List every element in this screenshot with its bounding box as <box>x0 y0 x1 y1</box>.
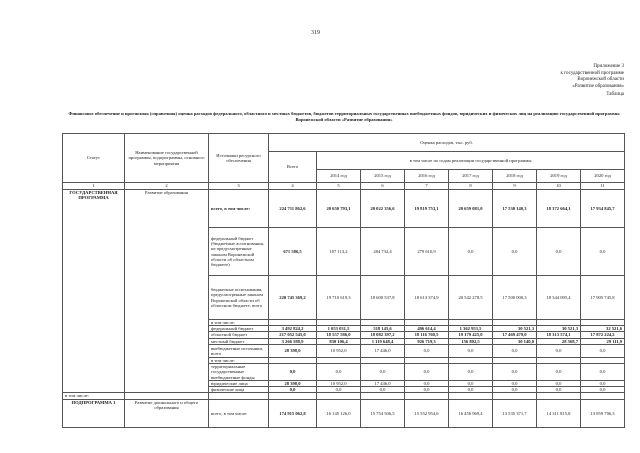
value-cell: 220 745 369,2 <box>269 276 317 320</box>
value-cell: 16 145 126,0 <box>317 399 361 427</box>
column-number: 1 <box>63 183 125 190</box>
value-cell: 13 859 706,3 <box>581 399 625 427</box>
value-cell: 1 119 648,4 <box>361 338 405 344</box>
column-number-row <box>63 183 625 190</box>
value-cell: 15 754 506,5 <box>361 399 405 427</box>
source-cell: бюджетные ассигнования, предусмотренные законом Воронежской области об областном бюджете, всего <box>209 276 269 320</box>
value-cell: 20 542 278,5 <box>449 276 493 320</box>
value-cell: 0,0 <box>449 387 493 393</box>
source-cell: местный бюджет <box>209 338 269 344</box>
header-program-name: Наименование государственной программы, подпрограммы, основного мероприятия <box>125 134 209 183</box>
value-cell: 156 802,5 <box>449 338 493 344</box>
value-cell: 0,0 <box>537 344 581 357</box>
value-cell: 19 179 425,0 <box>449 332 493 338</box>
source-cell: в том числе: <box>209 320 269 326</box>
value-cell: 0,0 <box>317 387 361 393</box>
value-cell: 18 613 374,9 <box>405 276 449 320</box>
value-cell: 18 600 537,8 <box>361 276 405 320</box>
value-cell: 1 362 953,5 <box>449 326 493 332</box>
column-number: 11 <box>581 183 625 190</box>
header-year: 2015 год <box>361 170 405 183</box>
header-year: 2014 год <box>317 170 361 183</box>
value-cell: 28 398,0 <box>269 381 317 387</box>
document-title: Финансовое обеспечение и прогнозная (справочная) оценка расходов федерального, областного и местных бюджетов, бюджетов территориальных государственных внебюджетных фондов, юридических и физических лиц на реализацию государственной программы Воронежской области «Развитие образования» <box>68 111 620 122</box>
value-cell: 18 344 095,4 <box>537 276 581 320</box>
header-year: 2016 год <box>405 170 449 183</box>
value-cell: 0,0 <box>581 344 625 357</box>
value-cell: 32 521,6 <box>581 326 625 332</box>
column-number: 4 <box>269 183 317 190</box>
value-cell: 284 732,4 <box>361 228 405 276</box>
value-cell: 28 398,0 <box>269 344 317 357</box>
value-cell: 17 500 000,3 <box>493 276 537 320</box>
appendix-line: Приложение 3 <box>593 64 624 69</box>
value-cell: 16 456 969,4 <box>449 399 493 427</box>
header-year: 2018 год <box>493 170 537 183</box>
source-cell: всего, в том числе: <box>209 399 269 427</box>
value-cell: 18 082 397,2 <box>361 332 405 338</box>
value-cell: 0,0 <box>537 381 581 387</box>
value-cell: 0,0 <box>269 387 317 393</box>
source-cell: всего, в том числе: <box>209 190 269 228</box>
header-estimate: Оценка расходов, тыс. руб. <box>269 134 625 152</box>
value-cell: 107 113,2 <box>317 228 361 276</box>
header-year: 2020 год <box>581 170 625 183</box>
value-cell: 0,0 <box>581 387 625 393</box>
value-cell: 496 614,4 <box>405 326 449 332</box>
value-cell: 28 568,7 <box>537 338 581 344</box>
value-cell: 0,0 <box>537 364 581 381</box>
value-cell: 0,0 <box>493 228 537 276</box>
value-cell: 17 469 479,0 <box>493 332 537 338</box>
table-row <box>63 399 625 427</box>
header-total: Всего <box>269 152 317 183</box>
header-year: 2019 год <box>537 170 581 183</box>
value-cell: 20 659 081,0 <box>449 190 493 228</box>
value-cell: 0,0 <box>537 387 581 393</box>
program-name: Развитие образования <box>125 190 209 393</box>
value-cell: 19 819 753,1 <box>405 190 449 228</box>
source-cell: территориальные государственные внебюджетные фонды <box>209 364 269 381</box>
value-cell: 0,0 <box>361 364 405 381</box>
table-row <box>63 190 625 228</box>
value-cell: 17 905 745,8 <box>581 276 625 320</box>
value-cell: 17 872 224,2 <box>581 332 625 338</box>
value-cell: 17 446,0 <box>361 381 405 387</box>
value-cell: 0,0 <box>493 387 537 393</box>
value-cell: 0,0 <box>493 344 537 357</box>
value-cell: 3 266 588,9 <box>269 338 317 344</box>
value-cell: 17 446,0 <box>361 344 405 357</box>
column-number: 10 <box>537 183 581 190</box>
value-cell: 3 492 824,2 <box>269 326 317 332</box>
value-cell: 0,0 <box>269 364 317 381</box>
value-cell: 0,0 <box>581 228 625 276</box>
value-cell: 18 116 760,5 <box>405 332 449 338</box>
column-number: 8 <box>449 183 493 190</box>
value-cell: 224 711 862,6 <box>269 190 317 228</box>
source-cell: областной бюджет <box>209 332 269 338</box>
source-cell: федеральный бюджет (бюджетные ассигнования, не предусмотренные законом Воронежской области об областном бюджете) <box>209 228 269 276</box>
value-cell: 1 053 031,5 <box>317 326 361 332</box>
value-cell: 0,0 <box>493 364 537 381</box>
subprogram-status: ПОДПРОГРАММА 1 <box>63 399 125 427</box>
value-cell: 0,0 <box>405 381 449 387</box>
value-cell: 18 313 574,1 <box>537 332 581 338</box>
appendix-line: «Развитие образования» <box>572 83 624 89</box>
value-cell: 0,0 <box>405 387 449 393</box>
value-cell: 0,0 <box>405 364 449 381</box>
value-cell: 0,0 <box>361 387 405 393</box>
header-status: Статус <box>63 134 125 183</box>
source-cell: внебюджетные источники, всего <box>209 344 269 357</box>
appendix-line: Воронежской области <box>577 77 624 83</box>
value-cell: 10 952,0 <box>317 344 361 357</box>
value-cell: 0,0 <box>449 344 493 357</box>
appendix-heading <box>474 64 624 90</box>
header-row <box>63 134 625 152</box>
value-cell: 30 521,3 <box>537 326 581 332</box>
column-number: 6 <box>361 183 405 190</box>
value-cell: 15 552 954,6 <box>405 399 449 427</box>
value-cell: 30 140,0 <box>493 338 537 344</box>
header-source: Источники ресурсного обеспечения <box>209 134 269 183</box>
value-cell: 0,0 <box>317 364 361 381</box>
funding-table <box>62 133 625 428</box>
program-status: ГОСУДАРСТВЕННАЯ ПРОГРАММА <box>63 190 125 393</box>
value-cell: 174 915 062,8 <box>269 399 317 427</box>
value-cell: 20 022 356,6 <box>361 190 405 228</box>
value-cell: 30 521,3 <box>493 326 537 332</box>
value-cell: 20 650 793,1 <box>317 190 361 228</box>
value-cell: 830 106,4 <box>317 338 361 344</box>
column-number: 5 <box>317 183 361 190</box>
value-cell: 0,0 <box>581 364 625 381</box>
source-cell: федеральный бюджет <box>209 326 269 332</box>
value-cell: 17 530 140,3 <box>493 190 537 228</box>
table-label: Таблица <box>606 92 624 97</box>
column-number: 2 <box>125 183 209 190</box>
source-cell: юридические лица <box>209 381 269 387</box>
value-cell: 217 052 545,0 <box>269 332 317 338</box>
value-cell: 279 610,9 <box>405 228 449 276</box>
value-cell: 0,0 <box>537 228 581 276</box>
value-cell: 17 934 845,7 <box>581 190 625 228</box>
header-by-years: в том числе по годам реализации государственной программы <box>317 152 625 170</box>
header-year: 2017 год <box>449 170 493 183</box>
value-cell: 926 719,3 <box>405 338 449 344</box>
value-cell: 29 111,9 <box>581 338 625 344</box>
value-cell: 518 145,6 <box>361 326 405 332</box>
page-number: 319 <box>311 30 320 36</box>
value-cell: 19 710 619,3 <box>317 276 361 320</box>
value-cell: 0,0 <box>449 381 493 387</box>
value-cell: 10 952,0 <box>317 381 361 387</box>
value-cell: 0,0 <box>493 381 537 387</box>
value-cell: 0,0 <box>581 381 625 387</box>
value-cell: 671 586,5 <box>269 228 317 276</box>
source-cell: в том числе: <box>209 357 269 363</box>
column-number: 3 <box>209 183 269 190</box>
column-number: 9 <box>493 183 537 190</box>
value-cell: 14 311 815,8 <box>537 399 581 427</box>
value-cell: 18 372 664,1 <box>537 190 581 228</box>
value-cell: 0,0 <box>405 344 449 357</box>
in-that-number-label: в том числе: <box>63 393 125 399</box>
value-cell: 0,0 <box>449 364 493 381</box>
subprogram-name: Развитие дошкольного и общего образования <box>125 399 209 427</box>
value-cell: 18 557 586,0 <box>317 332 361 338</box>
value-cell: 0,0 <box>449 228 493 276</box>
value-cell: 13 535 371,7 <box>493 399 537 427</box>
appendix-line: к государственной программе <box>560 70 624 76</box>
column-number: 7 <box>405 183 449 190</box>
source-cell: физические лица <box>209 387 269 393</box>
